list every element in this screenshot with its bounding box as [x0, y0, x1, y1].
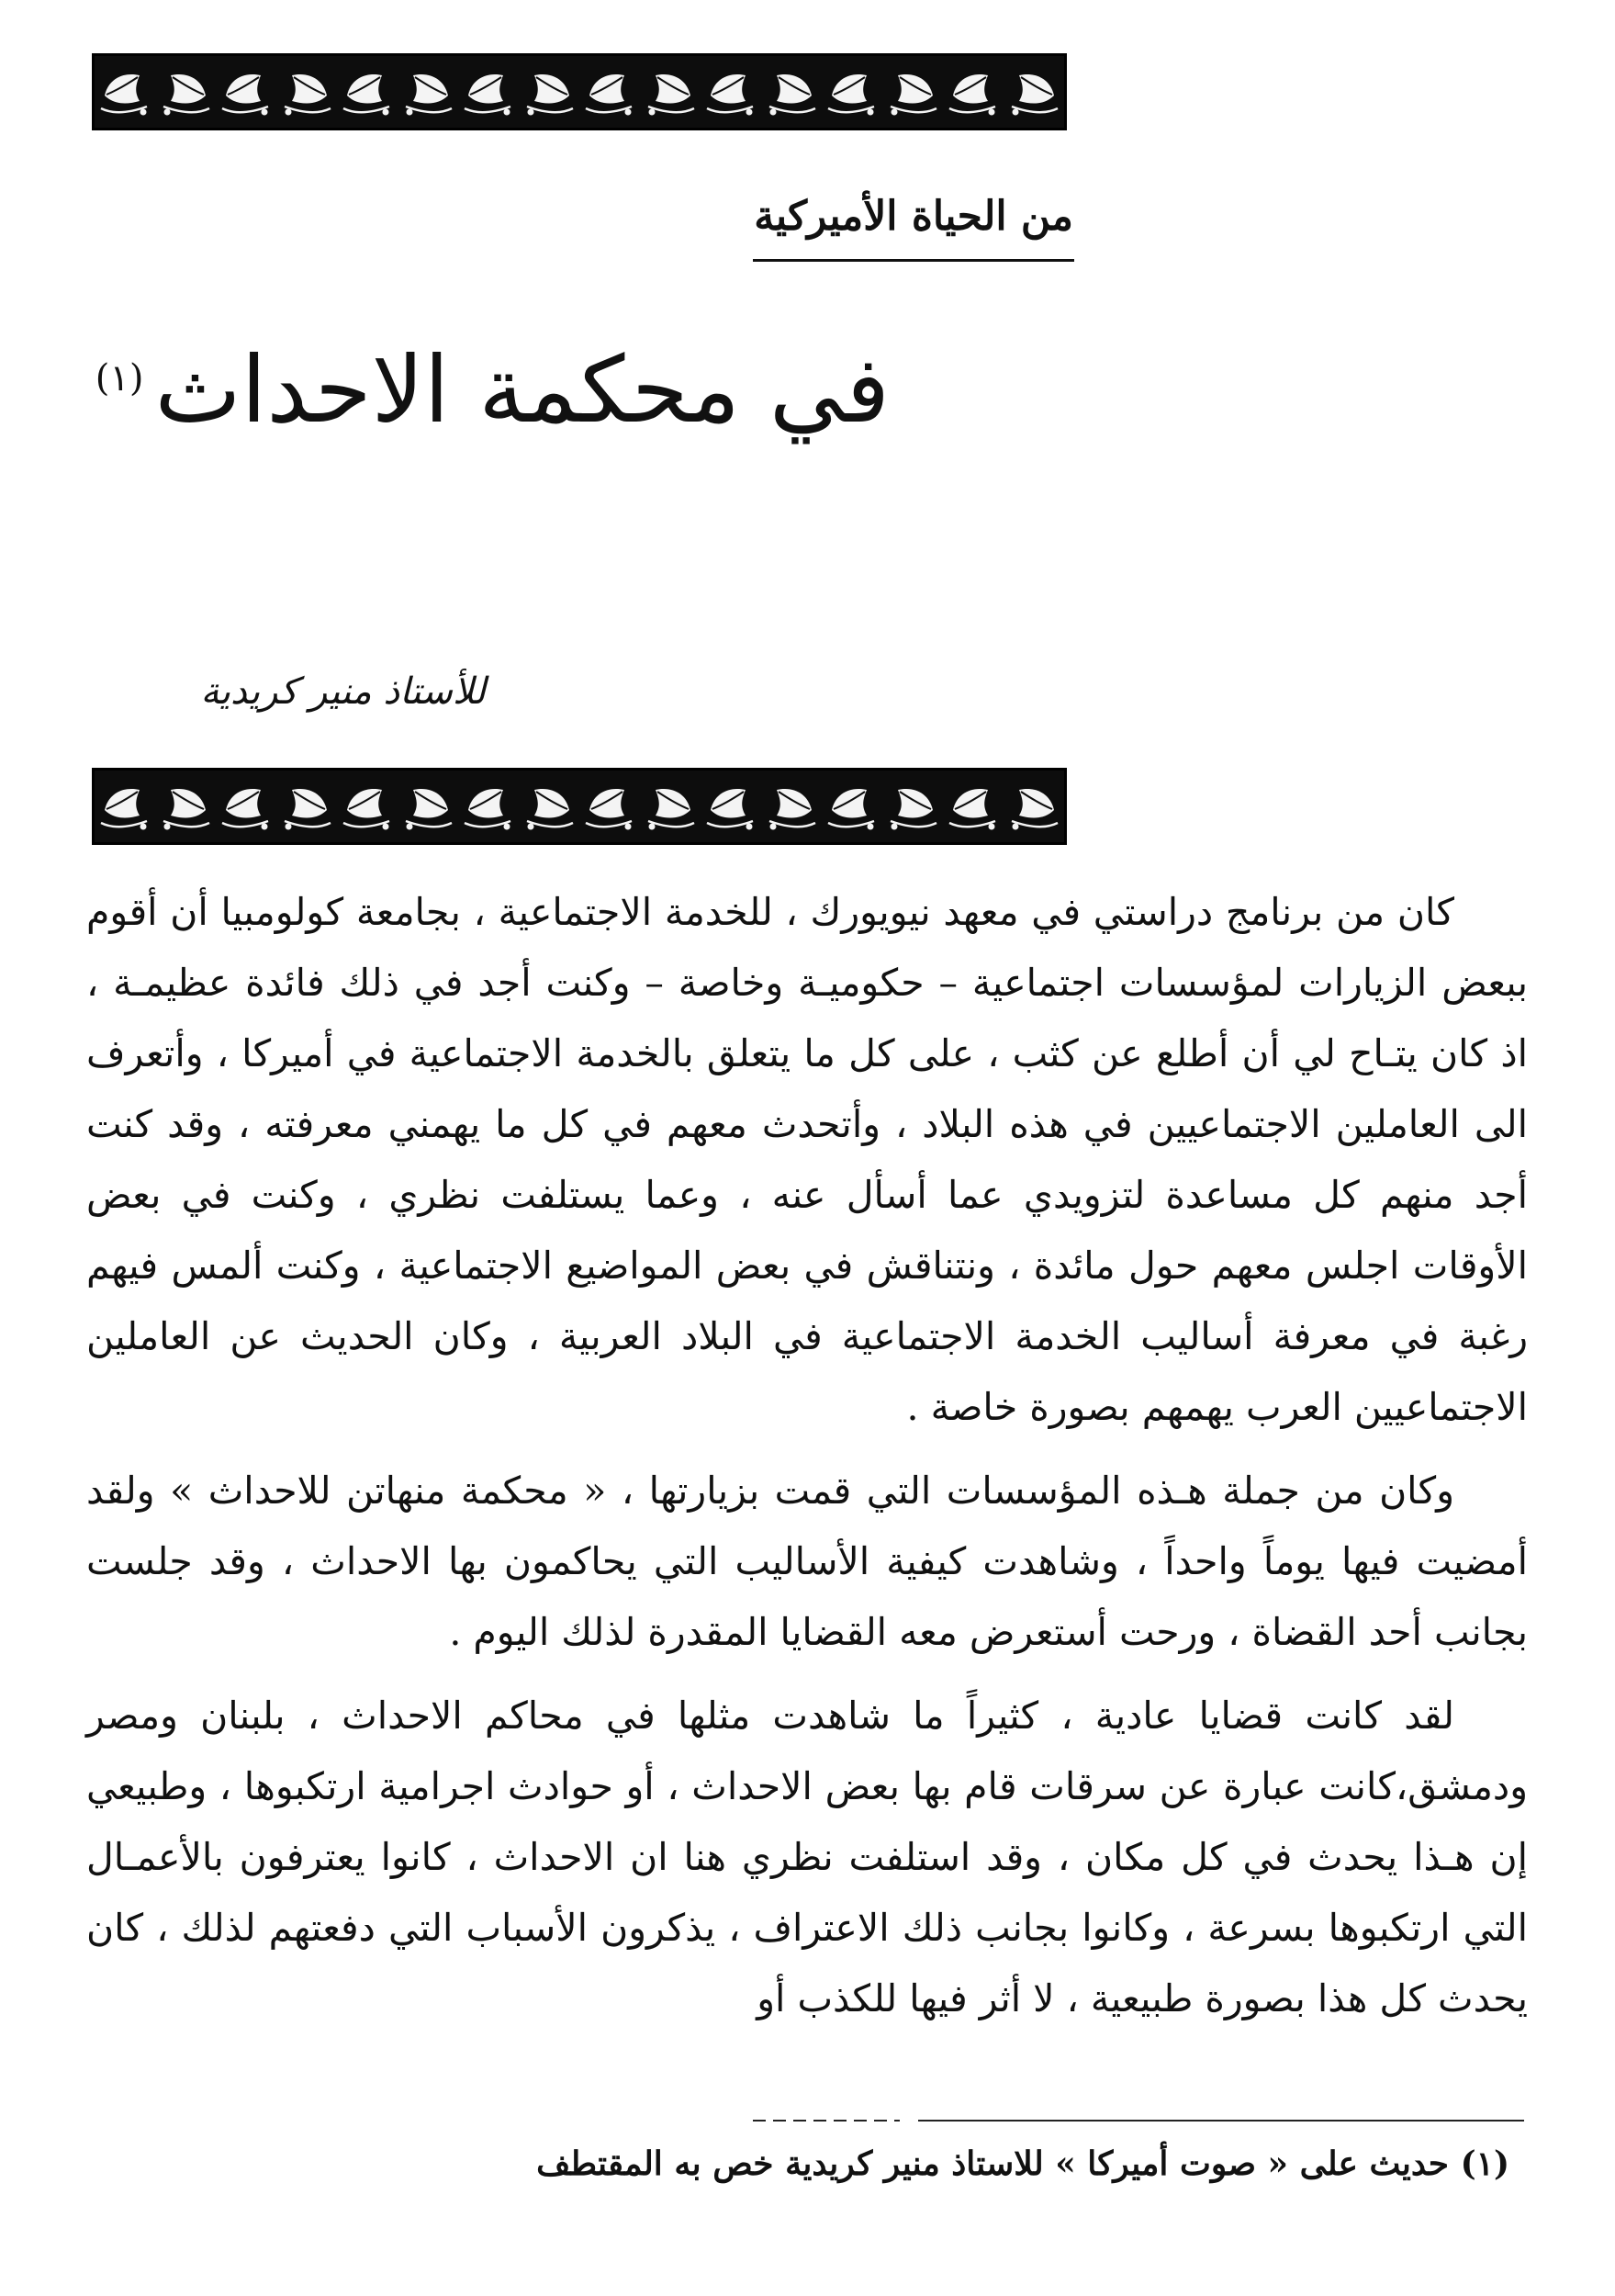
vine-leaf-icon	[645, 64, 696, 119]
middle-ornament-band	[92, 768, 1067, 845]
vine-leaf-icon	[887, 64, 938, 119]
title-footnote-marker: (١)	[95, 356, 144, 400]
vine-leaf-icon	[463, 779, 514, 834]
vine-leaf-icon	[402, 779, 454, 834]
vine-leaf-icon	[99, 779, 151, 834]
vine-leaf-icon	[342, 779, 393, 834]
vine-leaf-icon	[584, 64, 635, 119]
footnote-rule	[918, 2120, 1524, 2122]
body-paragraph-1: كان من برنامج دراستي في معهد نيويورك ، للخدمة الاجتماعية ، بجامعة كولومبيا أن أقوم ببعض الزيارات لمؤسسات اجتماعية – حكوميـة وخاصة – وكنت أجد في ذلك فائدة عظيمـة ، اذ كان يتـاح لي أن أطلع عن كثب ، على كل ما يتعلق بالخدمة الاجتماعية في أميركا ، وأتعرف الى العاملين الاجتماعيين في هذه البلاد ، وأتحدث معهم في كل ما يهمني معرفته ، وقد كنت أجد منهم كل مساعدة لتزويدي عما أسأل عنه ، وعما يستلفت نظري ، وكنت في بعض الأوقات اجلس معهم حول مائدة ، ونتناقش في بعض المواضيع الاجتماعية ، وكنت ألمس فيهم رغبة في معرفة أساليب الخدمة الاجتماعية في البلاد العربية ، وكان الحديث عن العاملين الاجتماعيين العرب يهمهم بصورة خاصة .	[86, 890, 1528, 1429]
vine-leaf-icon	[948, 779, 999, 834]
vine-leaf-icon	[220, 64, 272, 119]
vine-leaf-icon	[705, 64, 757, 119]
footnote-rule-dashed	[753, 2120, 900, 2122]
vine-leaf-icon	[523, 64, 575, 119]
vine-leaf-icon	[948, 64, 999, 119]
section-label: من الحياة الأميركية	[754, 193, 1073, 240]
vine-leaf-icon	[1008, 779, 1060, 834]
body-paragraph-3: لقد كانت قضايا عادية ، كثيراً ما شاهدت مثلها في محاكم الاحداث ، بلبنان ومصر ودمشق،كانت عبارة عن سرقات قام بها بعض الاحداث ، أو حوادث اجرامية ارتكبوها ، وطبيعي إن هـذا يحدث في كل مكان ، وقد استلفت نظري هنا ان الاحداث ، كانوا يعترفون بالأعمـال التي ارتكبوها بسرعة ، وكانوا بجانب ذلك الاعتراف ، يذكرون الأسباب التي دفعتهم لذلك ، كان يحدث كل هذا بصورة طبيعية ، لا أثر فيها للكذب أو	[86, 1694, 1528, 2020]
author-byline: للأستاذ منير كريدية	[200, 670, 486, 713]
body-paragraph-2: وكان من جملة هـذه المؤسسات التي قمت بزيارتها ، « محكمة منهاتن للاحداث » ولقد أمضيت فيها يوماً واحداً ، وشاهدت كيفية الأساليب التي يحاكمون بها الاحداث ، وقد جلست بجانب أحد القضاة ، ورحت أستعرض معه القضايا المقدرة لذلك اليوم .	[86, 1469, 1528, 1654]
section-label-underline	[753, 259, 1074, 262]
vine-leaf-icon	[766, 64, 817, 119]
vine-leaf-icon	[281, 779, 332, 834]
vine-leaf-icon	[1008, 64, 1060, 119]
vine-leaf-icon	[826, 64, 878, 119]
vine-leaf-icon	[99, 64, 151, 119]
vine-leaf-icon	[584, 779, 635, 834]
vine-leaf-icon	[887, 779, 938, 834]
vine-leaf-icon	[766, 779, 817, 834]
vine-leaf-icon	[826, 779, 878, 834]
article-title	[0, 336, 890, 444]
vine-leaf-icon	[160, 64, 211, 119]
vine-leaf-icon	[523, 779, 575, 834]
footnote: (١) حديث على « صوت أميركا » للاستاذ منير كريدية خص به المقتطف	[536, 2144, 1509, 2183]
vine-leaf-icon	[645, 779, 696, 834]
article-title-text: في محكمة الاحداث	[154, 336, 890, 444]
top-ornament-band	[92, 53, 1067, 130]
vine-leaf-icon	[705, 779, 757, 834]
vine-leaf-icon	[281, 64, 332, 119]
vine-leaf-icon	[463, 64, 514, 119]
vine-leaf-icon	[220, 779, 272, 834]
vine-leaf-icon	[160, 779, 211, 834]
vine-leaf-icon	[342, 64, 393, 119]
article-body	[86, 877, 1528, 2047]
vine-leaf-icon	[402, 64, 454, 119]
